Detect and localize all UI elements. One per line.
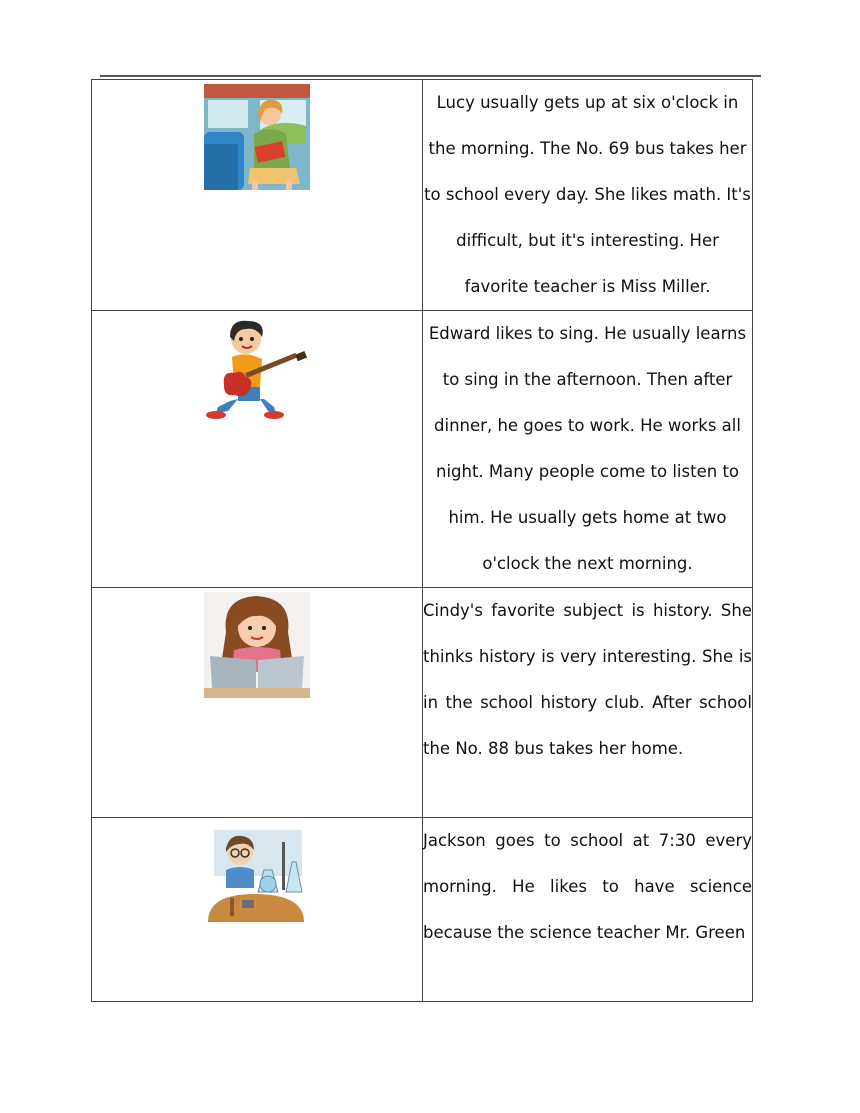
table-row xyxy=(92,311,753,588)
reading-table xyxy=(91,79,753,1002)
header-rule xyxy=(100,75,761,77)
picture-cell xyxy=(92,588,423,818)
paragraph-edward: Edward likes to sing. He usually learns to sing in the afternoon. Then after dinner, he goes to work. He works all night. Many people come to listen to him. He usually gets home at two o'clock the next morning. xyxy=(428,324,747,573)
paragraph-jackson: Jackson goes to school at 7:30 every morning. He likes to have science because the science teacher Mr. Green xyxy=(423,831,752,942)
table-row xyxy=(92,80,753,311)
table-row xyxy=(92,818,753,1002)
picture-cell xyxy=(92,80,423,311)
boy-playing-guitar-illustration xyxy=(204,315,310,421)
paragraph-cindy: Cindy's favorite subject is history. She thinks history is very interesting. She is in the school history club. After school the No. 88 bus takes her home. xyxy=(423,601,752,758)
paragraph-lucy: Lucy usually gets up at six o'clock in the morning. The No. 69 bus takes her to school every day. She likes math. It's difficult, but it's interesting. Her favorite teacher is Miss Miller. xyxy=(424,93,751,296)
table-row xyxy=(92,588,753,818)
text-cell xyxy=(423,588,753,818)
boy-science-lab-illustration xyxy=(204,822,310,928)
picture-cell xyxy=(92,818,423,1002)
text-cell xyxy=(423,818,753,1002)
picture-cell xyxy=(92,311,423,588)
girl-reading-history-book-illustration xyxy=(204,592,310,698)
text-cell xyxy=(423,80,753,311)
text-cell xyxy=(423,311,753,588)
girl-reading-on-bus-illustration xyxy=(204,84,310,190)
